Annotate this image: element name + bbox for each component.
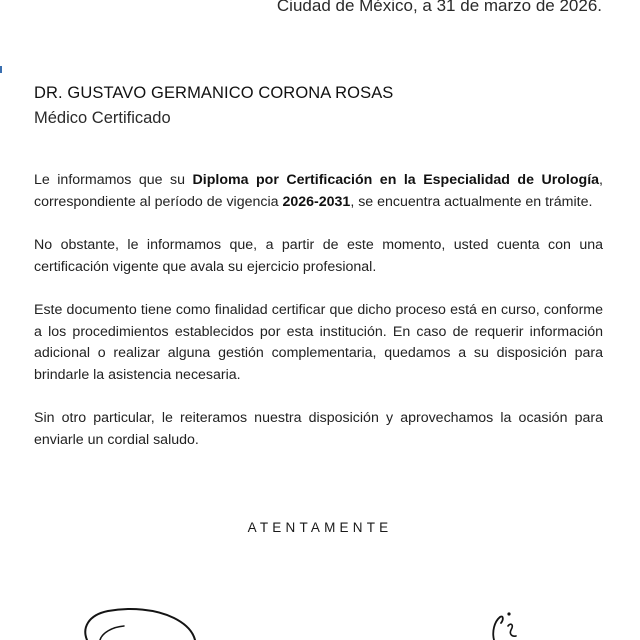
recipient-title: Médico Certificado [34, 109, 171, 127]
paragraph-1-text-b: , correspondiente al período de vigencia [34, 172, 603, 210]
paragraph-1 [34, 170, 603, 213]
paragraph-1-text-c: , se encuentra actualmente en trámite. [350, 193, 593, 210]
paragraph-1-text-a: Le informamos que su [34, 172, 193, 188]
signature-left [78, 598, 208, 640]
paragraph-4: Sin otro particular, le reiteramos nuestra disposición y aprovechamos la ocasión para enviarle un cordial saludo. [34, 410, 603, 448]
diploma-name: Diploma por Certificación en la Especialidad de Urología [192, 172, 600, 188]
recipient-name: DR. GUSTAVO GERMANICO CORONA ROSAS [34, 84, 394, 102]
edge-mark [0, 66, 2, 73]
letter-body [34, 170, 603, 473]
closing-label: ATENTAMENTE [247, 520, 393, 535]
recipient-block [34, 82, 594, 129]
signature-right [482, 606, 522, 640]
paragraph-2: No obstante, le informamos que, a partir de este momento, usted cuenta con una certificación vigente que avala su ejercicio profesional. [34, 237, 603, 275]
paragraph-3: Este documento tiene como finalidad certificar que dicho proceso está en curso, conforme a los procedimientos establecidos por esta institución. En caso de requerir información adicional o realizar alguna gestión complementaria, quedamos a su disposición para brindarle la asistencia necesaria. [34, 302, 603, 383]
date-line: Ciudad de México, a 31 de marzo de 2026. [276, 0, 602, 15]
validity-period: 2026-2031 [282, 193, 351, 210]
